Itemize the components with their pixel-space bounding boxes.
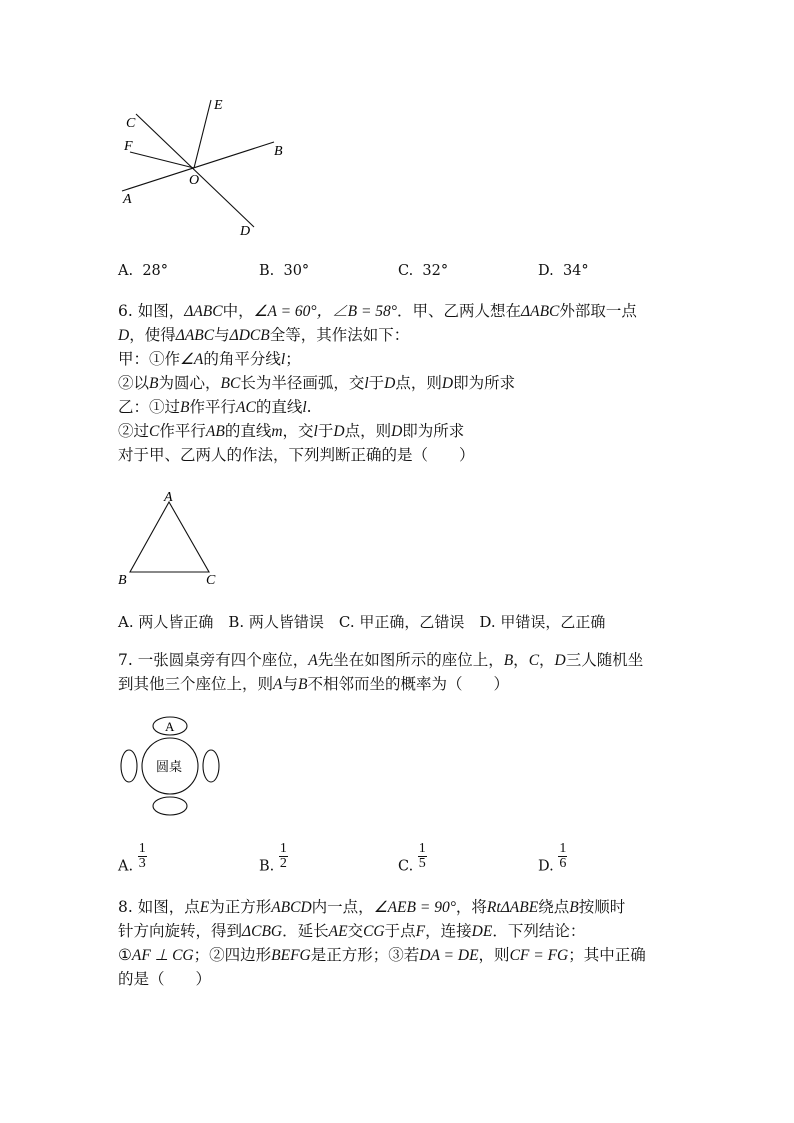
fraction: $\frac{1}{5}$: [418, 841, 426, 871]
label-C: C: [126, 116, 136, 131]
round-table-figure: [116, 712, 226, 822]
seat-bottom: [153, 797, 187, 815]
label-D: D: [240, 224, 251, 239]
fraction: $\frac{1}{2}$: [279, 841, 287, 871]
q5-option-a[interactable]: A. 28°: [118, 263, 169, 279]
triangle-figure: [114, 488, 224, 588]
q8-line-1: 8. 如图，点E为正方形ABCD内一点，∠AEB = 90°，将RtΔABE绕点B按顺时: [118, 898, 626, 916]
label-B: B: [274, 144, 283, 159]
q6-line-3: 甲：①作∠A的角平分线l；: [118, 350, 301, 368]
fraction: $\frac{1}{3}$: [138, 841, 146, 871]
label-O: O: [189, 173, 200, 188]
table-label: 圆桌: [156, 759, 183, 774]
q7-option-c[interactable]: C. $\frac{1}{5}$: [398, 841, 426, 875]
triangle-label-C: C: [206, 573, 216, 588]
q5-option-d[interactable]: D. 34°: [538, 263, 589, 279]
line-o-e: [194, 100, 211, 168]
q7-line-1: 7. 一张圆桌旁有四个座位，A先坐在如图所示的座位上，B，C，D三人随机坐: [118, 651, 644, 669]
triangle-label-A: A: [164, 490, 173, 505]
q8-line-4: 的是（ ）: [118, 970, 212, 988]
q7-option-a[interactable]: A. $\frac{1}{3}$: [118, 841, 146, 875]
triangle-label-B: B: [118, 573, 127, 588]
q6-line-6: ②过C作平行AB的直线m，交l于D点，则D即为所求: [118, 422, 465, 440]
label-A: A: [123, 192, 132, 207]
label-E: E: [214, 98, 223, 113]
q6-line-4: ②以B为圆心，BC长为半径画弧，交l于D点，则D即为所求: [118, 374, 516, 392]
q5-option-b[interactable]: B. 30°: [259, 263, 310, 279]
q5-option-c[interactable]: C. 32°: [398, 263, 449, 279]
fraction: $\frac{1}{6}$: [559, 841, 567, 871]
q6-line-1: 6. 如图，ΔABC中，∠A = 60°，∠B = 58°．甲、乙两人想在ΔABC外部取一点: [118, 302, 637, 320]
q8-line-2: 针方向旋转，得到ΔCBG．延长AE交CG于点F，连接DE．下列结论：: [118, 922, 586, 940]
q7-line-2: 到其他三个座位上，则A与B不相邻而坐的概率为（ ）: [118, 675, 509, 693]
seat-right: [203, 750, 219, 782]
seat-label-A: A: [165, 719, 175, 734]
label-F: F: [124, 139, 133, 154]
q6-line-5: 乙：①过B作平行AC的直线l.: [118, 398, 312, 416]
line-co-d: [136, 114, 254, 227]
q6-line-2: D，使得ΔABC与ΔDCB全等，其作法如下：: [118, 326, 410, 344]
angles-figure: [110, 92, 310, 242]
q6-options[interactable]: A. 两人皆正确 B. 两人皆错误 C. 甲正确，乙错误 D. 甲错误，乙正确: [118, 613, 606, 631]
q7-option-d[interactable]: D. $\frac{1}{6}$: [538, 841, 567, 875]
q6-line-7: 对于甲、乙两人的作法，下列判断正确的是（ ）: [118, 446, 475, 464]
q8-line-3: ①AF ⊥ CG；②四边形BEFG是正方形；③若DA = DE，则CF = FG；其中正确: [118, 946, 646, 964]
seat-left: [121, 750, 137, 782]
q7-option-b[interactable]: B. $\frac{1}{2}$: [259, 841, 287, 875]
